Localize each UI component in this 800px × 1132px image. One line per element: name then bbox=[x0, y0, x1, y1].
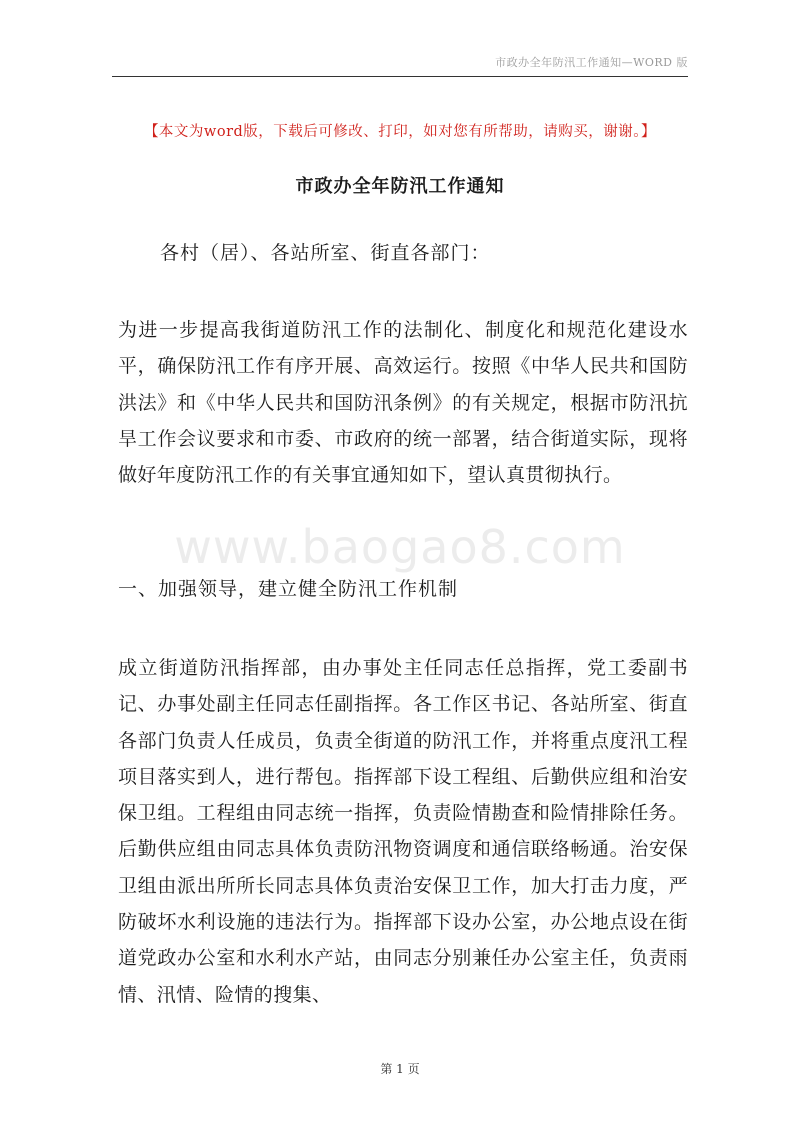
header-divider bbox=[112, 76, 688, 77]
body-paragraph-section-1: 成立街道防汛指挥部，由办事处主任同志任总指挥，党工委副书记、办事处副主任同志任副指挥。各工作区书记、各站所室、街直各部门负责人任成员，负责全街道的防汛工作，并将重点度汛工程项目落实到人，进行帮包。指挥部下设工程组、后勤供应组和治安保卫组。工程组由同志统一指挥，负责险情勘查和险情排除任务。后勤供应组由同志具体负责防汛物资调度和通信联络畅通。治安保卫组由派出所所长同志具体负责治安保卫工作，加大打击力度，严防破坏水利设施的违法行为。指挥部下设办公室，办公地点设在街道党政办公室和水利水产站，由同志分别兼任办公室主任，负责雨情、汛情、险情的搜集、 bbox=[118, 657, 688, 1006]
download-notice: 【本文为word版，下载后可修改、打印，如对您有所帮助，请购买，谢谢。】 bbox=[143, 124, 657, 140]
page-number: 第 1 页 bbox=[380, 1062, 420, 1076]
salutation: 各村（居）、各站所室、街直各部门： bbox=[160, 242, 491, 264]
running-header: 市政办全年防汛工作通知—WORD 版 bbox=[495, 56, 688, 69]
watermark-text: www.baogao8.com bbox=[174, 520, 626, 574]
section-heading-1: 一、加强领导，建立健全防汛工作机制 bbox=[118, 578, 459, 600]
document-title: 市政办全年防汛工作通知 bbox=[295, 176, 505, 197]
body-paragraph-intro: 为进一步提高我街道防汛工作的法制化、制度化和规范化建设水平，确保防汛工作有序开展、高效运行。按照《中华人民共和国防洪法》和《中华人民共和国防汛条例》的有关规定，根据市防汛抗旱工作会议要求和市委、市政府的统一部署，结合街道实际，现将做好年度防汛工作的有关事宜通知如下，望认真贯彻执行。 bbox=[118, 319, 688, 487]
